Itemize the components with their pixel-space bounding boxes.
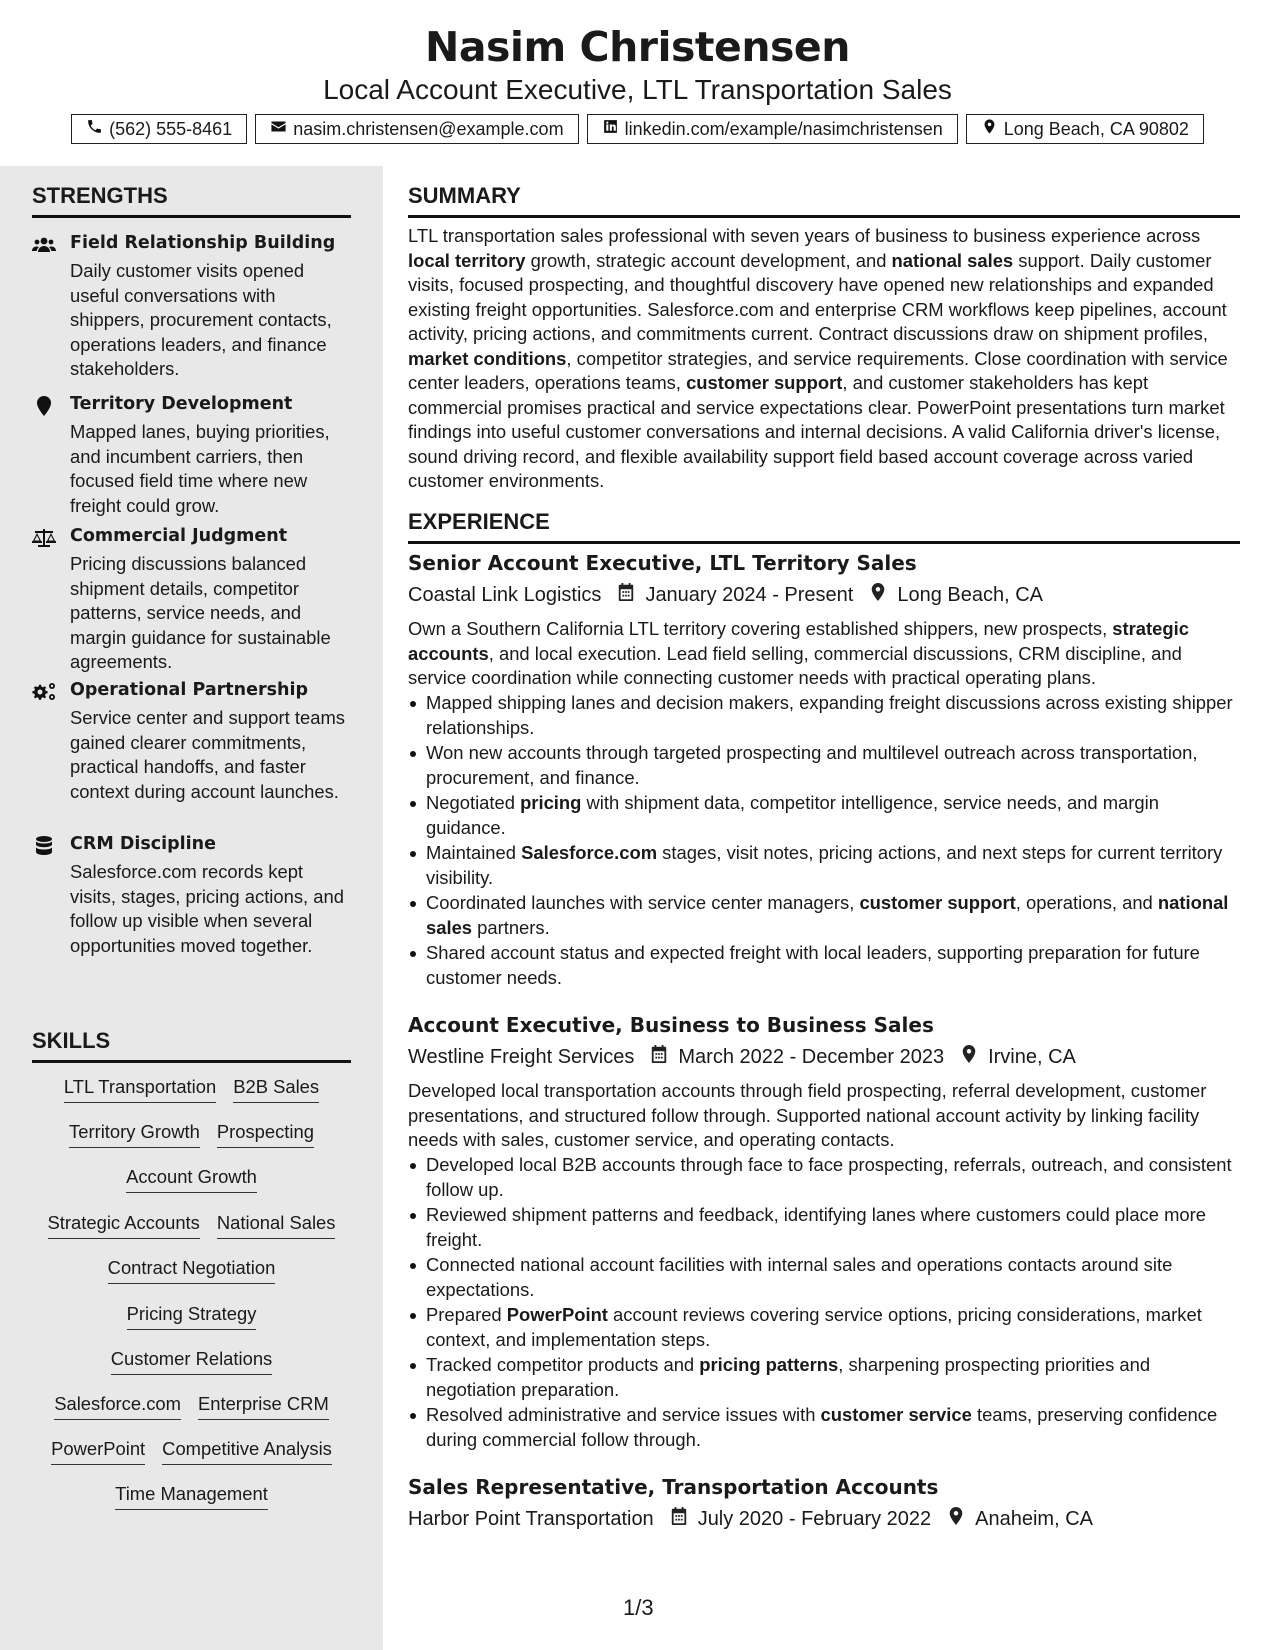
gears-icon xyxy=(32,682,56,702)
text-run: stages, visit notes, pricing actions, and next steps for current territory visibility. xyxy=(426,842,1223,888)
text-run: with shipment data, competitor intelligence, service needs, and margin guidance. xyxy=(426,792,1159,838)
bullet-item xyxy=(408,891,1240,940)
bold-keyword: market conditions xyxy=(408,347,567,369)
strength-title: CRM Discipline xyxy=(70,834,216,854)
text-run: Maintained xyxy=(426,842,522,863)
email-text: nasim.christensen@example.com xyxy=(293,118,564,139)
company-name: Westline Freight Services xyxy=(408,1045,635,1068)
text-run: support. Daily customer visits, focused prospecting, and thoughtful discovery have opened new relationships and expanded existing freight opportunities. Salesforce.com and enterprise CRM workflows keep pipelines, account activity, pricing actions, and commitments current. Contract discussions draw on shipment profiles, xyxy=(408,249,1227,344)
bullet-item xyxy=(408,741,1240,790)
text-run: , sharpening prospecting priorities and negotiation preparation. xyxy=(426,1354,1151,1400)
bullet-item xyxy=(408,1353,1240,1402)
text-run: Tracked competitor products and xyxy=(426,1354,700,1375)
text-run: Prepared xyxy=(426,1304,507,1325)
experience-heading: EXPERIENCE xyxy=(408,509,1240,544)
bold-keyword: PowerPoint xyxy=(506,1304,608,1325)
job-title: Senior Account Executive, LTL Territory Sales xyxy=(408,551,917,575)
linkedin-icon xyxy=(602,118,619,140)
text-run: growth, strategic account development, and xyxy=(525,249,892,271)
bold-keyword: pricing patterns xyxy=(699,1354,839,1375)
summary-text xyxy=(408,224,1240,494)
bullet-item xyxy=(408,1203,1240,1252)
strength-title: Operational Partnership xyxy=(70,680,308,700)
contact-linkedin[interactable] xyxy=(587,114,958,144)
bold-keyword: customer support xyxy=(686,372,843,393)
contact-email[interactable] xyxy=(255,114,578,144)
map-pin-icon xyxy=(981,118,998,140)
text-run: partners. xyxy=(472,916,550,938)
location-text: Long Beach, CA 90802 xyxy=(1003,118,1189,139)
strength-body: Mapped lanes, buying priorities, and incumbent carriers, then focused field time where new freight could grow. xyxy=(70,421,330,516)
bold-keyword: customer support xyxy=(859,892,1016,913)
skill-tag: LTL Transportation xyxy=(64,1076,216,1103)
text-run: , and customer stakeholders has kept commercial promises practical and service expectations clear. PowerPoint presentations turn market findings into useful customer conversations and internal decisions. A valid California driver's license, sound driving record, and flexible availability support field based account coverage across varied customer environments. xyxy=(408,372,1225,491)
contact-location[interactable] xyxy=(966,114,1204,144)
strengths-list xyxy=(32,233,351,993)
company-name: Coastal Link Logistics xyxy=(408,583,602,606)
skills-section xyxy=(32,1028,351,1063)
bullet-item xyxy=(408,841,1240,890)
text-run: Connected national account facilities with internal sales and operations contacts around site expectations. xyxy=(426,1254,1173,1300)
skill-row xyxy=(32,1121,351,1148)
job-title: Sales Representative, Transportation Accounts xyxy=(408,1475,939,1499)
bullet-item xyxy=(408,1303,1240,1352)
bold-keyword: customer service xyxy=(820,1404,972,1425)
sidebar xyxy=(0,166,383,1650)
summary-section xyxy=(408,183,1240,218)
job-bullets xyxy=(408,691,1240,991)
skill-tag: Prospecting xyxy=(217,1121,314,1148)
contact-phone[interactable] xyxy=(71,114,247,144)
bullet-item xyxy=(408,1253,1240,1302)
bullet-item xyxy=(408,791,1240,840)
strength-title: Territory Development xyxy=(70,394,293,414)
skill-tag: Account Growth xyxy=(126,1166,257,1193)
scale-icon xyxy=(32,528,56,548)
candidate-headline: Local Account Executive, LTL Transportation Sales xyxy=(323,74,952,105)
skill-tag: Enterprise CRM xyxy=(198,1393,329,1420)
text-run: , competitor strategies, and service requirements. Close coordination with service center leaders, operations teams, xyxy=(408,347,1228,393)
skills-list xyxy=(32,1076,351,1596)
job-dates: March 2022 - December 2023 xyxy=(678,1045,945,1068)
bullet-item xyxy=(408,941,1240,990)
skill-tag: PowerPoint xyxy=(51,1438,145,1465)
skill-tag: B2B Sales xyxy=(233,1076,319,1103)
page-number: 1/3 xyxy=(623,1595,654,1620)
map-pin-icon xyxy=(853,582,897,608)
skill-row xyxy=(32,1303,351,1330)
candidate-name: Nasim Christensen xyxy=(425,23,850,71)
calendar-icon xyxy=(634,1044,678,1070)
bold-keyword: pricing xyxy=(520,792,582,813)
strength-body: Service center and support teams gained clearer commitments, practical handoffs, and faster context during account launches. xyxy=(70,707,345,802)
database-icon xyxy=(32,836,56,856)
text-run: Reviewed shipment patterns and feedback, identifying lanes where customers could place more freight. xyxy=(426,1204,1206,1250)
text-run: , operations, and xyxy=(1015,892,1158,913)
job-dates: January 2024 - Present xyxy=(645,583,854,606)
job-meta xyxy=(408,1506,1093,1532)
skill-tag: Territory Growth xyxy=(69,1121,200,1148)
text-run: teams, preserving confidence during commercial follow through. xyxy=(426,1404,1218,1450)
strength-title: Field Relationship Building xyxy=(70,233,336,253)
job-title: Account Executive, Business to Business Sales xyxy=(408,1013,934,1037)
skill-row xyxy=(32,1212,351,1239)
skill-row xyxy=(32,1438,351,1465)
skill-tag: Pricing Strategy xyxy=(127,1303,257,1330)
map-pin-icon xyxy=(931,1506,975,1532)
text-run: Mapped shipping lanes and decision makers, expanding freight discussions across existing shipper relationships. xyxy=(426,692,1233,738)
skill-row xyxy=(32,1166,351,1193)
bold-keyword: local territory xyxy=(408,249,526,271)
bold-keyword: strategic accounts xyxy=(408,618,1189,664)
bullet-item xyxy=(408,1403,1240,1452)
text-run: account reviews covering service options, pricing considerations, market context, and implementation steps. xyxy=(426,1304,1202,1350)
linkedin-text: linkedin.com/example/nasimchristensen xyxy=(624,118,943,139)
strength-body: Salesforce.com records kept visits, stages, pricing actions, and follow up visible when several opportunities moved together. xyxy=(70,861,344,956)
calendar-icon xyxy=(654,1506,698,1532)
phone-icon xyxy=(86,118,103,140)
skill-tag: Competitive Analysis xyxy=(162,1438,332,1465)
bold-keyword: Salesforce.com xyxy=(521,842,658,863)
users-icon xyxy=(32,235,56,255)
skill-tag: Contract Negotiation xyxy=(108,1257,276,1284)
map-pin-icon xyxy=(32,396,56,416)
contact-bar xyxy=(0,114,1275,144)
bold-keyword: national sales xyxy=(426,892,1229,938)
strengths-heading: STRENGTHS xyxy=(32,183,351,218)
job-description xyxy=(408,617,1240,691)
skill-row xyxy=(32,1393,351,1420)
text-run: Negotiated xyxy=(426,792,521,813)
text-run: Coordinated launches with service center managers, xyxy=(426,892,860,913)
resume-header xyxy=(0,0,1275,166)
map-pin-icon xyxy=(944,1044,988,1070)
strength-title: Commercial Judgment xyxy=(70,526,288,546)
text-run: Resolved administrative and service issues with xyxy=(426,1404,821,1425)
strength-body: Daily customer visits opened useful conversations with shippers, procurement contacts, operations leaders, and finance stakeholders. xyxy=(70,260,332,380)
skill-tag: Strategic Accounts xyxy=(48,1212,200,1239)
bullet-item xyxy=(408,691,1240,740)
phone-text: (562) 555-8461 xyxy=(109,118,233,139)
job-bullets xyxy=(408,1153,1240,1453)
skill-row xyxy=(32,1348,351,1375)
experience-section xyxy=(408,509,1240,544)
calendar-icon xyxy=(601,582,645,608)
text-run: Shared account status and expected freight with local leaders, supporting preparation for future customer needs. xyxy=(426,942,1200,988)
envelope-icon xyxy=(270,118,287,140)
skill-tag: National Sales xyxy=(217,1212,336,1239)
bold-keyword: national sales xyxy=(891,249,1014,271)
skill-tag: Customer Relations xyxy=(111,1348,273,1375)
skill-row xyxy=(32,1257,351,1284)
skill-tag: Salesforce.com xyxy=(54,1393,181,1420)
skill-row xyxy=(32,1076,351,1103)
text-run: , and local execution. Lead field selling, commercial discussions, CRM discipline, and service coordination while connecting customer needs with practical operating plans. xyxy=(408,642,1182,688)
text-run: Won new accounts through targeted prospecting and multilevel outreach across transportation, procurement, and finance. xyxy=(426,742,1198,788)
company-name: Harbor Point Transportation xyxy=(408,1507,654,1530)
job-location: Anaheim, CA xyxy=(975,1507,1093,1530)
job-dates: July 2020 - February 2022 xyxy=(697,1507,932,1530)
text-run: LTL transportation sales professional with seven years of business to business experience across xyxy=(408,225,1201,246)
text-run: Developed local B2B accounts through face to face prospecting, referrals, outreach, and consistent follow up. xyxy=(426,1154,1232,1200)
strengths-section xyxy=(32,183,351,218)
job-meta xyxy=(408,582,1043,608)
skill-tag: Time Management xyxy=(115,1483,268,1510)
text-run: Developed local transportation accounts through field prospecting, referral development, customer presentations, and structured follow through. Supported national account activity by linking facility needs with sales, customer service, and operating contacts. xyxy=(408,1080,1207,1150)
job-location: Long Beach, CA xyxy=(897,583,1043,606)
skills-heading: SKILLS xyxy=(32,1028,351,1063)
bullet-item xyxy=(408,1153,1240,1202)
text-run: Own a Southern California LTL territory covering established shippers, new prospects, xyxy=(408,618,1113,639)
summary-heading: SUMMARY xyxy=(408,183,1240,218)
job-description xyxy=(408,1079,1240,1153)
strength-body: Pricing discussions balanced shipment details, competitor patterns, service needs, and margin guidance for sustainable agreements. xyxy=(70,553,331,673)
job-meta xyxy=(408,1044,1076,1070)
skill-row xyxy=(32,1483,351,1510)
job-location: Irvine, CA xyxy=(988,1045,1076,1068)
